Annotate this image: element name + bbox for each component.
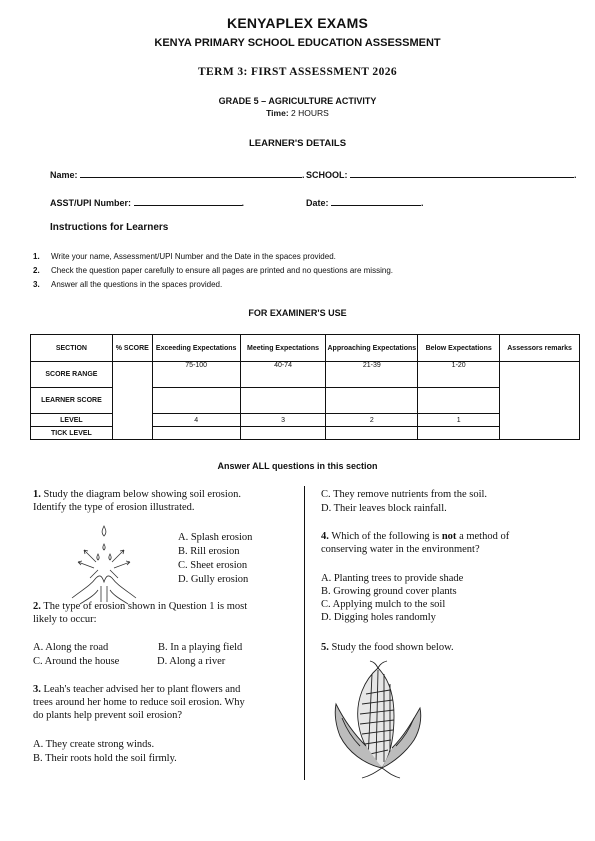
answer-option[interactable]: D. Gully erosion (178, 574, 249, 585)
name-label: Name: (50, 170, 78, 180)
learner-score-cell[interactable] (418, 388, 500, 414)
col-remarks: Assessors remarks (500, 335, 580, 362)
instruction-item: 2. Check the question paper carefully to ensure all pages are printed and no questions are missing. (33, 266, 393, 275)
answer-option[interactable]: D. Digging holes randomly (321, 612, 436, 623)
answer-all-instruction: Answer ALL questions in this section (217, 461, 378, 471)
learner-score-cell[interactable] (326, 388, 418, 414)
row-label-learner-score: LEARNER SCORE (31, 388, 113, 414)
date-blank[interactable] (331, 196, 421, 206)
question-1: 1. Study the diagram below showing soil erosion. Identify the type of erosion illustrated. (33, 489, 241, 513)
instruction-item: 1. Write your name, Assessment/UPI Number and the Date in the spaces provided. (33, 252, 336, 261)
column-divider (304, 486, 305, 780)
time-value: 2 HOURS (291, 108, 329, 118)
school-field[interactable]: SCHOOL: . (306, 170, 577, 180)
answer-option[interactable]: B. Growing ground cover plants (321, 586, 457, 597)
question-4: 4. Which of the following is not a method of conserving water in the environment? (321, 531, 510, 555)
remarks-cell[interactable] (500, 362, 580, 440)
col-section: SECTION (31, 335, 113, 362)
answer-option[interactable]: B. In a playing field (158, 642, 243, 653)
answer-option[interactable]: B. Rill erosion (178, 546, 240, 557)
score-range-cell: 1-20 (418, 362, 500, 388)
answer-option[interactable]: D. Along a river (157, 656, 226, 667)
row-label-tick-level: TICK LEVEL (31, 427, 113, 440)
score-range-cell: 75-100 (152, 362, 240, 388)
q1-options (178, 531, 252, 586)
level-cell: 2 (326, 414, 418, 427)
learner-score-cell[interactable] (152, 388, 240, 414)
tick-level-cell[interactable] (326, 427, 418, 440)
learner-score-cell[interactable] (240, 388, 326, 414)
learner-details-heading: LEARNER'S DETAILS (248, 138, 347, 149)
instruction-item: 3. Answer all the questions in the spaces provided. (33, 280, 223, 289)
answer-option[interactable]: A. They create strong winds. (33, 739, 155, 750)
asst-blank[interactable] (134, 196, 242, 206)
level-cell: 1 (418, 414, 500, 427)
percent-score-cell[interactable] (112, 362, 152, 440)
row-label-level: LEVEL (31, 414, 113, 427)
date-field[interactable]: Date: . (306, 198, 424, 208)
score-range-cell: 40-74 (240, 362, 326, 388)
tick-level-cell[interactable] (240, 427, 326, 440)
question-5: 5. Study the food shown below. (321, 642, 454, 653)
level-cell: 3 (240, 414, 326, 427)
time-label: Time: (266, 108, 289, 118)
name-blank[interactable] (80, 168, 302, 178)
examiner-score-table (30, 334, 580, 440)
tick-level-cell[interactable] (418, 427, 500, 440)
splash-erosion-diagram (68, 520, 140, 612)
grade-title: GRADE 5 – AGRICULTURE ACTIVITY (218, 96, 377, 106)
answer-option[interactable]: A. Splash erosion (178, 532, 253, 543)
answer-option[interactable]: C. Applying mulch to the soil (321, 599, 446, 610)
answer-option[interactable]: A. Planting trees to provide shade (321, 573, 464, 584)
question-3: 3. Leah's teacher advised her to plant flowers and trees around her home to reduce soil erosion. Why do plants help prevent soil erosion? (33, 684, 245, 721)
level-cell: 4 (152, 414, 240, 427)
asst-field[interactable]: ASST/UPI Number: . (50, 198, 245, 208)
row-label-score-range: SCORE RANGE (31, 362, 113, 388)
col-meeting: Meeting Expectations (240, 335, 326, 362)
instructions-heading: Instructions for Learners (50, 222, 169, 233)
name-field[interactable]: Name: . (50, 170, 305, 180)
maize-cob-image (330, 660, 426, 780)
term-title: TERM 3: FIRST ASSESSMENT 2026 (197, 66, 398, 78)
col-approaching: Approaching Expectations (326, 335, 418, 362)
col-percent-score: % SCORE (112, 335, 152, 362)
school-label: SCHOOL: (306, 170, 348, 180)
answer-option[interactable]: A. Along the road (33, 642, 109, 653)
tick-level-cell[interactable] (152, 427, 240, 440)
answer-option[interactable]: C. They remove nutrients from the soil. (321, 489, 488, 500)
answer-option[interactable]: C. Sheet erosion (178, 560, 248, 571)
exam-org-title: KENYAPLEX EXAMS (227, 15, 368, 31)
asst-label: ASST/UPI Number: (50, 198, 132, 208)
score-range-cell: 21-39 (326, 362, 418, 388)
table-header-row (31, 335, 580, 362)
examiner-heading: FOR EXAMINER'S USE (248, 308, 347, 318)
assessment-title: KENYA PRIMARY SCHOOL EDUCATION ASSESSMENT (154, 37, 441, 49)
question-2: 2. The type of erosion shown in Question 1 is most likely to occur: (33, 601, 248, 625)
col-below: Below Expectations (418, 335, 500, 362)
answer-option[interactable]: B. Their roots hold the soil firmly. (33, 753, 177, 764)
answer-option[interactable]: D. Their leaves block rainfall. (321, 503, 447, 514)
date-label: Date: (306, 198, 329, 208)
school-blank[interactable] (350, 168, 574, 178)
table-row (31, 362, 580, 388)
col-exceeding: Exceeding Expectations (152, 335, 240, 362)
time-line (0, 108, 595, 118)
answer-option[interactable]: C. Around the house (33, 656, 120, 667)
q4-options (321, 572, 463, 624)
